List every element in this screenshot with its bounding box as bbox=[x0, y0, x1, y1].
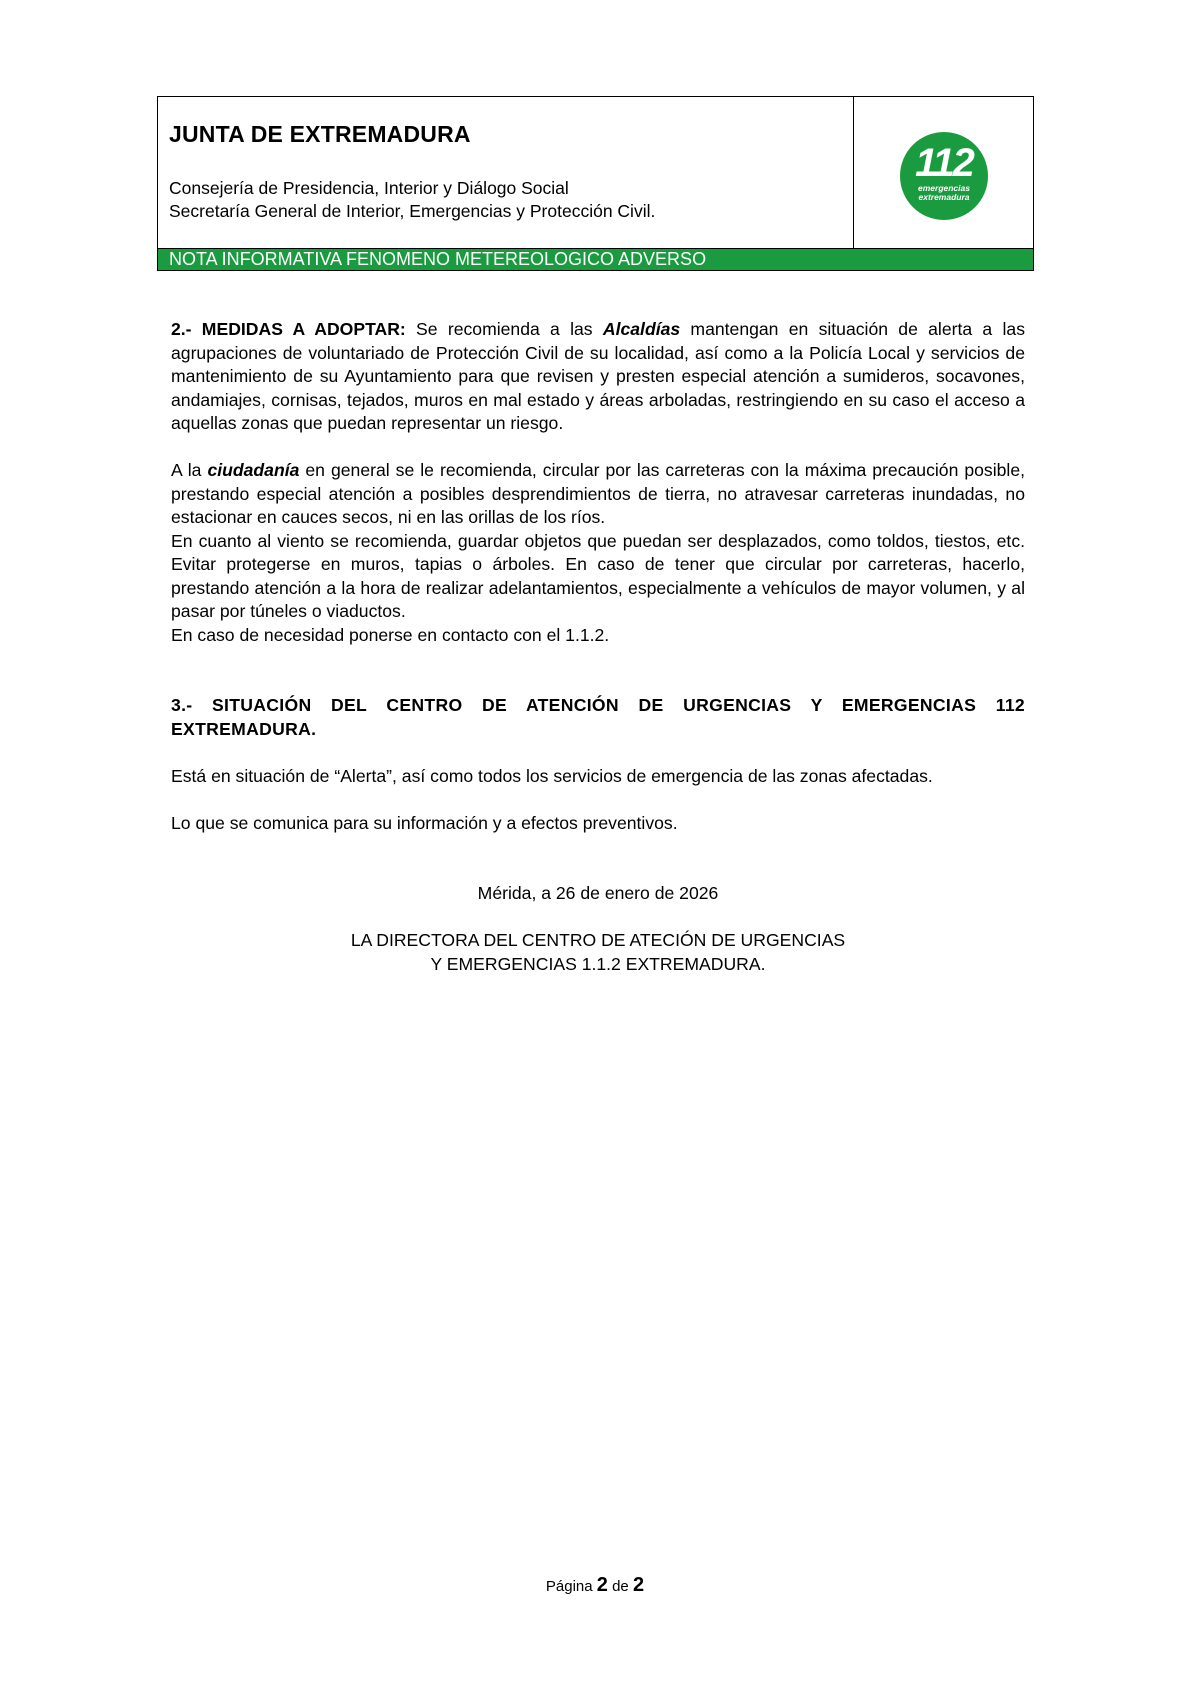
logo-subtitle-line-2: extremadura bbox=[918, 192, 970, 202]
section-2-paragraph-2 bbox=[171, 459, 1025, 530]
emphasis-ciudadania: ciudadanía bbox=[207, 460, 300, 480]
signature-line-2: Y EMERGENCIAS 1.1.2 EXTREMADURA. bbox=[430, 953, 766, 974]
signature-line-1: LA DIRECTORA DEL CENTRO DE ATECIÓN DE URGENCIAS bbox=[350, 930, 846, 950]
note-title-banner: NOTA INFORMATIVA FENOMENO METEREOLOGICO ADVERSO bbox=[158, 248, 1033, 270]
section-3-paragraph-2: Lo que se comunica para su información y a efectos preventivos. bbox=[171, 812, 678, 833]
place-date: Mérida, a 26 de enero de 2026 bbox=[477, 883, 719, 903]
section-3-paragraph-1: Está en situación de “Alerta”, así como todos los servicios de emergencia de las zonas afectadas. bbox=[171, 765, 933, 786]
organization-name: JUNTA DE EXTREMADURA bbox=[169, 121, 471, 147]
text-run: en general se le recomienda, circular por las carreteras con la máxima precaución posible, prestando especial atención a posibles desprendimientos de tierra, no atravesar carreteras inundadas, no estacionar en cauces secos, ni en las orillas de los ríos. bbox=[171, 460, 1026, 527]
total-pages: 2 bbox=[632, 1574, 645, 1596]
department-block bbox=[169, 177, 655, 223]
department-line-2: Secretaría General de Interior, Emergencias y Protección Civil. bbox=[169, 201, 656, 221]
logo-subtitle bbox=[900, 184, 988, 202]
page-footer bbox=[0, 1574, 1190, 1597]
document-header bbox=[157, 96, 1034, 271]
section-2-paragraph-4: En caso de necesidad ponerse en contacto con el 1.1.2. bbox=[171, 624, 610, 645]
logo-subtitle-line-1: emergencias bbox=[918, 183, 970, 193]
emphasis-alcaldias: Alcaldías bbox=[602, 319, 681, 339]
text-run: A la bbox=[171, 460, 208, 480]
of-label: de bbox=[612, 1578, 629, 1595]
current-page: 2 bbox=[596, 1574, 608, 1596]
section-2-paragraph-3: En cuanto al viento se recomienda, guardar objetos que puedan ser desplazados, como toldos, tiestos, etc. Evitar protegerse en muros, tapias o árboles. En caso de tener que circular por carreteras, hacerlo, prestando atención a la hora de realizar adelantamientos, especialmente a vehículos de mayor volumen, y al pasar por túneles o viaductos. bbox=[171, 530, 1025, 621]
department-line-1: Consejería de Presidencia, Interior y Diálogo Social bbox=[169, 178, 569, 198]
header-logo-cell bbox=[854, 97, 1033, 248]
section-2-paragraph-1 bbox=[171, 318, 1025, 436]
document-body bbox=[171, 318, 1025, 976]
text-run: Se recomienda a las bbox=[405, 319, 603, 339]
emergencias-112-logo bbox=[900, 132, 988, 220]
page-label: Página bbox=[545, 1578, 593, 1595]
section-3-heading: 3.- SITUACIÓN DEL CENTRO DE ATENCIÓN DE URGENCIAS Y EMERGENCIAS 112 EXTREMADURA. bbox=[171, 695, 1025, 739]
logo-number: 112 bbox=[915, 141, 973, 185]
header-text-cell bbox=[158, 97, 854, 248]
section-2-heading: 2.- MEDIDAS A ADOPTAR: bbox=[171, 319, 406, 339]
text-run: mantengan en situación de alerta a las agrupaciones de voluntariado de Protección Civil de su localidad, así como a la Policía Local y servicios de mantenimiento de su Ayuntamiento para que revisen y presten especial atención a sumideros, socavones, andamiajes, cornisas, tejados, muros en mal estado y áreas arboladas, restringiendo en su caso el acceso a aquellas zonas que puedan representar un riesgo. bbox=[171, 319, 1025, 433]
